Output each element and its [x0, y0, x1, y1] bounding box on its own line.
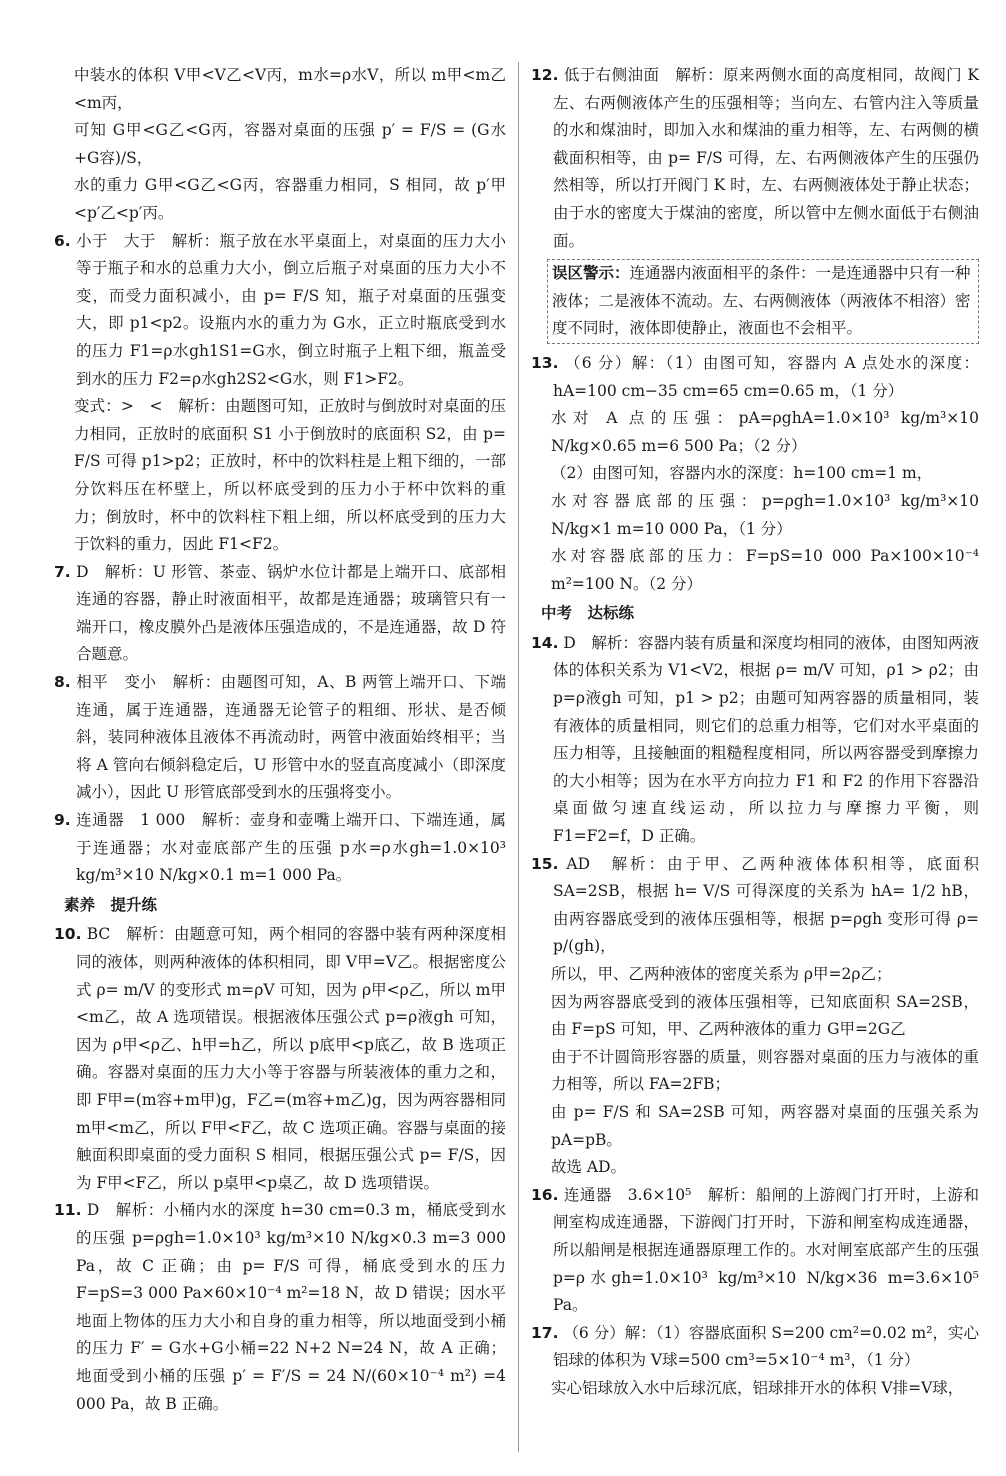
text-paragraph: 所以，甲、乙两种液体的密度关系为 ρ甲=2ρ乙；	[551, 965, 892, 983]
answer-item	[54, 807, 506, 890]
text-paragraph: 由于不计圆筒形容器的质量，则容器对桌面的压力与液体的重力相等，所以 FA=2FB；	[551, 1047, 979, 1094]
text-paragraph: 水对容器底部的压强：p=ρgh=1.0×10³ kg/m³×10 N/kg×1 m=10 000 Pa，（1 分）	[551, 491, 979, 538]
item-number: 16.	[531, 1185, 559, 1204]
column-divider	[518, 62, 519, 1452]
answer-item	[531, 350, 979, 405]
item-number: 10.	[54, 925, 82, 944]
section-heading: 素养 提升练	[64, 895, 158, 914]
warning-box	[547, 259, 979, 344]
text-paragraph: 实心铝球放入水中后球沉底，铝球排开水的体积 V排=V球，	[551, 1378, 964, 1397]
item-number: 7.	[54, 562, 71, 581]
item-number: 12.	[531, 66, 559, 84]
item-text: 小于 大于 解析：瓶子放在水平桌面上，对桌面的压力大小等于瓶子和水的总重力大小，倒立后瓶子对桌面的压力大小不变，而受力面积减小，由 p= F/S 知，瓶子对桌面的压强变大，即 p1<p2。设瓶内水的重力为 G水，正立时瓶底受到水的压力 F1=ρ水gh1S1=G水，倒立时瓶子上粗下细，瓶盖受到水的压力 F2=ρ水gh2S2<G水，则 F1>F2。	[76, 231, 506, 388]
answer-item	[54, 921, 506, 1197]
answer-item	[531, 62, 979, 255]
section-heading: 中考 达标练	[541, 604, 635, 623]
item-number: 13.	[531, 353, 559, 372]
item-number: 8.	[54, 673, 71, 692]
text-paragraph: 水对 A 点的压强：pA=ρghA=1.0×10³ kg/m³×10 N/kg×0.65 m=6 500 Pa；（2 分）	[551, 409, 979, 455]
answer-item	[54, 1197, 506, 1418]
item-number: 15.	[531, 854, 559, 873]
item-number: 11.	[54, 1201, 82, 1220]
text-paragraph: 水的重力 G甲<G乙<G丙，容器重力相同，S 相同，故 p′甲<p′乙<p′丙。	[74, 176, 506, 222]
item-text: AD 解析：由于甲、乙两种液体体积相等，底面积 SA=2SB，根据 h= V/S 可得深度的关系为 hA= 1/2 hB，由两容器底受到的液体压强相等，根据 p=ρgh 变形可得 ρ= p/(gh)，	[553, 854, 979, 956]
item-text: （6 分）解：（1）由图可知，容器内 A 点处水的深度：hA=100 cm−35 cm=65 cm=0.65 m，（1 分）	[553, 353, 979, 400]
item-number: 9.	[54, 811, 71, 830]
answer-item	[531, 1182, 979, 1320]
item-text: 连通器 1 000 解析：壶身和壶嘴上端开口、下端连通，属于连通器；水对壶底部产生的压强 p水=ρ水gh=1.0×10³ kg/m³×10 N/kg×0.1 m=1 000 Pa。	[76, 811, 506, 885]
item-number: 17.	[531, 1323, 559, 1342]
answer-item	[531, 1320, 979, 1375]
answer-item	[54, 559, 506, 669]
text-paragraph: 水对容器底部的压力：F=pS=10 000 Pa×100×10⁻⁴ m²=100 N。（2 分）	[551, 547, 979, 593]
item-number: 6.	[54, 231, 71, 250]
item-text: BC 解析：由题意可知，两个相同的容器中装有两种深度相同的液体，则两种液体的体积相同，即 V甲=V乙。根据密度公式 ρ= m/V 的变形式 m=ρV 可知，因为 ρ甲<ρ乙，所以 m甲<m乙，故 A 选项错误。根据液体压强公式 p=ρ液gh 可知，因为 ρ甲<ρ乙、h甲=h乙，所以 p底甲<p底乙，故 B 选项正确。容器对桌面的压力大小等于容器与所装液体的重力之和，即 F甲=(m容+m甲)g，F乙=(m容+m乙)g，因为两容器相同 m甲<m乙，所以 F甲<F乙，故 C 选项正确。容器与桌面的接触面积即桌面的受力面积 S 相同，根据压强公式 p= F/S，因为 F甲<F乙，所以 p桌甲<p桌乙，故 D 选项错误。	[76, 925, 506, 1192]
item-text: （6 分）解：（1）容器底面积 S=200 cm²=0.02 m²，实心铝球的体积为 V球=500 cm³=5×10⁻⁴ m³，（1 分）	[553, 1323, 979, 1370]
item-text: D 解析：小桶内水的深度 h=30 cm=0.3 m，桶底受到水的压强 p=ρgh=1.0×10³ kg/m³×10 N/kg×0.3 m=3 000 Pa，故 C 正确；由 p= F/S 可得，桶底受到水的压力 F=pS=3 000 Pa×60×10⁻⁴ m²=18 N，故 D 错误；因水平地面上物体的压力大小和自身的重力相等，所以地面受到小桶的压力 F′ = G水+G小桶=22 N+2 N=24 N，故 A 正确；地面受到小桶的压强 p′ = F′/S = 24 N/(60×10⁻⁴ m²) =4 000 Pa，故 B 正确。	[76, 1201, 506, 1413]
text-paragraph: 可知 G甲<G乙<G丙，容器对桌面的压强 p′ = F/S = (G水+G容)/S，	[74, 121, 506, 167]
text-paragraph: 因为两容器底受到的液体压强相等，已知底面积 SA=2SB，由 F=pS 可知，甲、乙两种液体的重力 G甲=2G乙	[551, 992, 979, 1039]
answer-item	[531, 851, 979, 961]
answer-item	[54, 669, 506, 807]
item-text: D 解析：容器内装有质量和深度均相同的液体，由图知两液体的体积关系为 V1<V2，根据 ρ= m/V 可知，ρ1 > ρ2；由 p=ρ液gh 可知，p1 > p2；由题可知两容器的质量相同，装有液体的质量相同，则它们的总重力相等，它们对水平桌面的压力相等，且接触面的粗糙程度相同，所以两容器受到摩擦力的大小相等；因为在水平方向拉力 F1 和 F2 的作用下容器沿桌面做匀速直线运动，所以拉力与摩擦力平衡，则 F1=F2=f，D 正确。	[553, 633, 979, 846]
left-column	[54, 62, 506, 1418]
text-paragraph: 中装水的体积 V甲<V乙<V丙，m水=ρ水V，所以 m甲<m乙<m丙，	[74, 66, 506, 112]
item-text: 相平 变小 解析：由题图可知，A、B 两管上端开口、下端连通，属于连通器，连通器无论管子的粗细、形状、是否倾斜，装同种液体且液体不再流动时，两管中液面始终相平；当将 A 管向右倾斜稳定后，U 形管中水的竖直高度减小（即深度减小），因此 U 形管底部受到水的压强将变小。	[76, 673, 506, 802]
right-column	[531, 62, 979, 1403]
item-text: 连通器 3.6×10⁵ 解析：船闸的上游阀门打开时，上游和闸室构成连通器，下游阀门打开时，下游和闸室构成连通器，所以船闸是根据连通器原理工作的。水对闸室底部产生的压强 p=ρ水gh=1.0×10³ kg/m³×10 N/kg×36 m=3.6×10⁵ Pa。	[553, 1185, 979, 1315]
text-paragraph: 变式：> < 解析：由题图可知，正放时与倒放时对桌面的压力相同，正放时的底面积 S1 小于倒放时的底面积 S2，由 p= F/S 可得 p1>p2；正放时，杯中的饮料柱是上粗下细的，一部分饮料压在杯壁上，所以杯底受到的压力小于杯中饮料的重力；倒放时，杯中的饮料柱下粗上细，所以杯底受到的压力大于饮料的重力，因此 F1<F2。	[74, 397, 506, 554]
item-text: 低于右侧油面 解析：原来两侧水面的高度相同，故阀门 K 左、右两侧液体产生的压强相等；当向左、右管内注入等质量的水和煤油时，即加入水和煤油的重力相等，左、右两侧的横截面积相等，由 p= F/S 可得，左、右两侧液体产生的压强仍然相等，所以打开阀门 K 时，左、右两侧液体处于静止状态；由于水的密度大于煤油的密度，所以管中左侧水面低于右侧油面。	[553, 66, 979, 250]
warning-label: 误区警示：	[552, 264, 630, 283]
item-number: 14.	[531, 633, 559, 652]
warning-text: 连通器内液面相平的条件：一是连通器中只有一种液体；二是液体不流动。左、右两侧液体（两液体不相溶）密度不同时，液体即使静止，液面也不会相平。	[552, 264, 971, 338]
text-paragraph: 故选 AD。	[551, 1158, 627, 1177]
item-text: D 解析：U 形管、茶壶、锅炉水位计都是上端开口、底部相连通的容器，静止时液面相平，故都是连通器；玻璃管只有一端开口，橡皮膜外凸是液体压强造成的，不是连通器，故 D 符合题意。	[76, 562, 506, 664]
answer-item	[531, 630, 979, 851]
answer-item	[54, 228, 506, 394]
text-paragraph: 由 p= F/S 和 SA=2SB 可知，两容器对桌面的压强关系为 pA=pB。	[551, 1102, 979, 1149]
text-paragraph: （2）由图可知，容器内水的深度：h=100 cm=1 m，	[551, 464, 933, 483]
